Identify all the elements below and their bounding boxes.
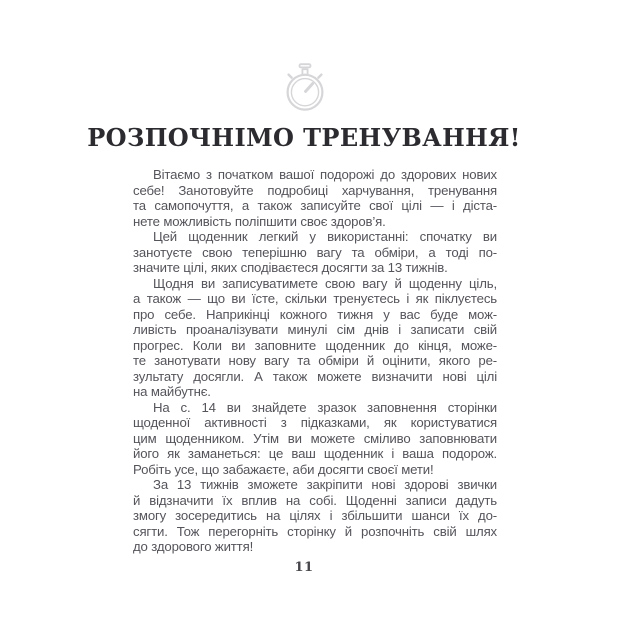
- text-line: а також — що ви їсте, скільки тренуєтесь і як піклуєтесь: [133, 291, 497, 306]
- body-text: [133, 167, 497, 555]
- paragraph: [133, 167, 497, 229]
- text-line: значите цілі, яких сподіваєтеся досягти за 13 тижнів.: [133, 260, 448, 275]
- text-line: зультату досягли. А також можете визначити нові цілі: [133, 368, 497, 384]
- text-line: й відзначити їх вплив на собі. Щоденні записи дадуть: [133, 492, 497, 508]
- stopwatch-icon-svg: [282, 63, 328, 112]
- text-line: Вітаємо з початком вашої подорожі до здорових нових: [153, 167, 497, 182]
- paragraph: [133, 276, 497, 400]
- text-line: ливість проаналізувати минулі сім днів і записати свій: [133, 322, 497, 337]
- text-line: себе! Занотовуйте подробиці харчування, тренування: [133, 182, 497, 198]
- text-line: Робіть усе, що забажаєте, аби досягти своєї мети!: [133, 461, 434, 477]
- text-line: на майбутнє.: [133, 384, 211, 399]
- text-line: щоденної активності з підказками, як користуватися: [133, 415, 497, 430]
- text-line: За 13 тижнів зможете закріпити нові здорові звички: [153, 477, 497, 492]
- text-line: те занотувати нову вагу та обміри й оцінити, якого ре-: [133, 353, 497, 368]
- text-line: нете можливість поліпшити своє здоров’я.: [133, 213, 386, 229]
- text-line: прогрес. Коли ви заповните щоденник до кінця, може-: [133, 337, 497, 353]
- text-line: його як заманеться: це ваш щоденник і ваша подорож.: [133, 446, 497, 461]
- paragraph: [133, 477, 497, 555]
- paragraph: [133, 400, 497, 478]
- paragraph: [133, 229, 497, 276]
- text-line: до здорового життя!: [133, 539, 254, 554]
- text-line: Цей щоденник легкий у використанні: спочатку ви: [153, 229, 497, 244]
- stopwatch-icon: [282, 0, 328, 112]
- text-line: сягти. Тож перегорніть сторінку й розпочніть свій шлях: [133, 523, 497, 539]
- page-number: 11: [294, 559, 314, 575]
- text-line: На с. 14 ви знайдете зразок заповнення сторінки: [153, 399, 497, 415]
- text-line: про себе. Наприкінці кожного тижня у вас буде мож-: [133, 306, 497, 322]
- text-line: змогу зосередитись на цілях і збільшити шанси їх до-: [133, 508, 497, 523]
- text-line: Щодня ви записуватимете свою вагу й щоденну ціль,: [153, 275, 497, 291]
- text-line: та самопочуття, а також записуйте свої цілі — і діста-: [133, 198, 497, 213]
- chapter-title: РОЗПОЧНІМО ТРЕНУВАННЯ!: [87, 123, 521, 152]
- text-line: цим щоденником. Утім ви можете сміливо заповнювати: [133, 430, 497, 446]
- text-line: занотуєте свою теперішню вагу та обміри, а тоді по-: [133, 244, 497, 260]
